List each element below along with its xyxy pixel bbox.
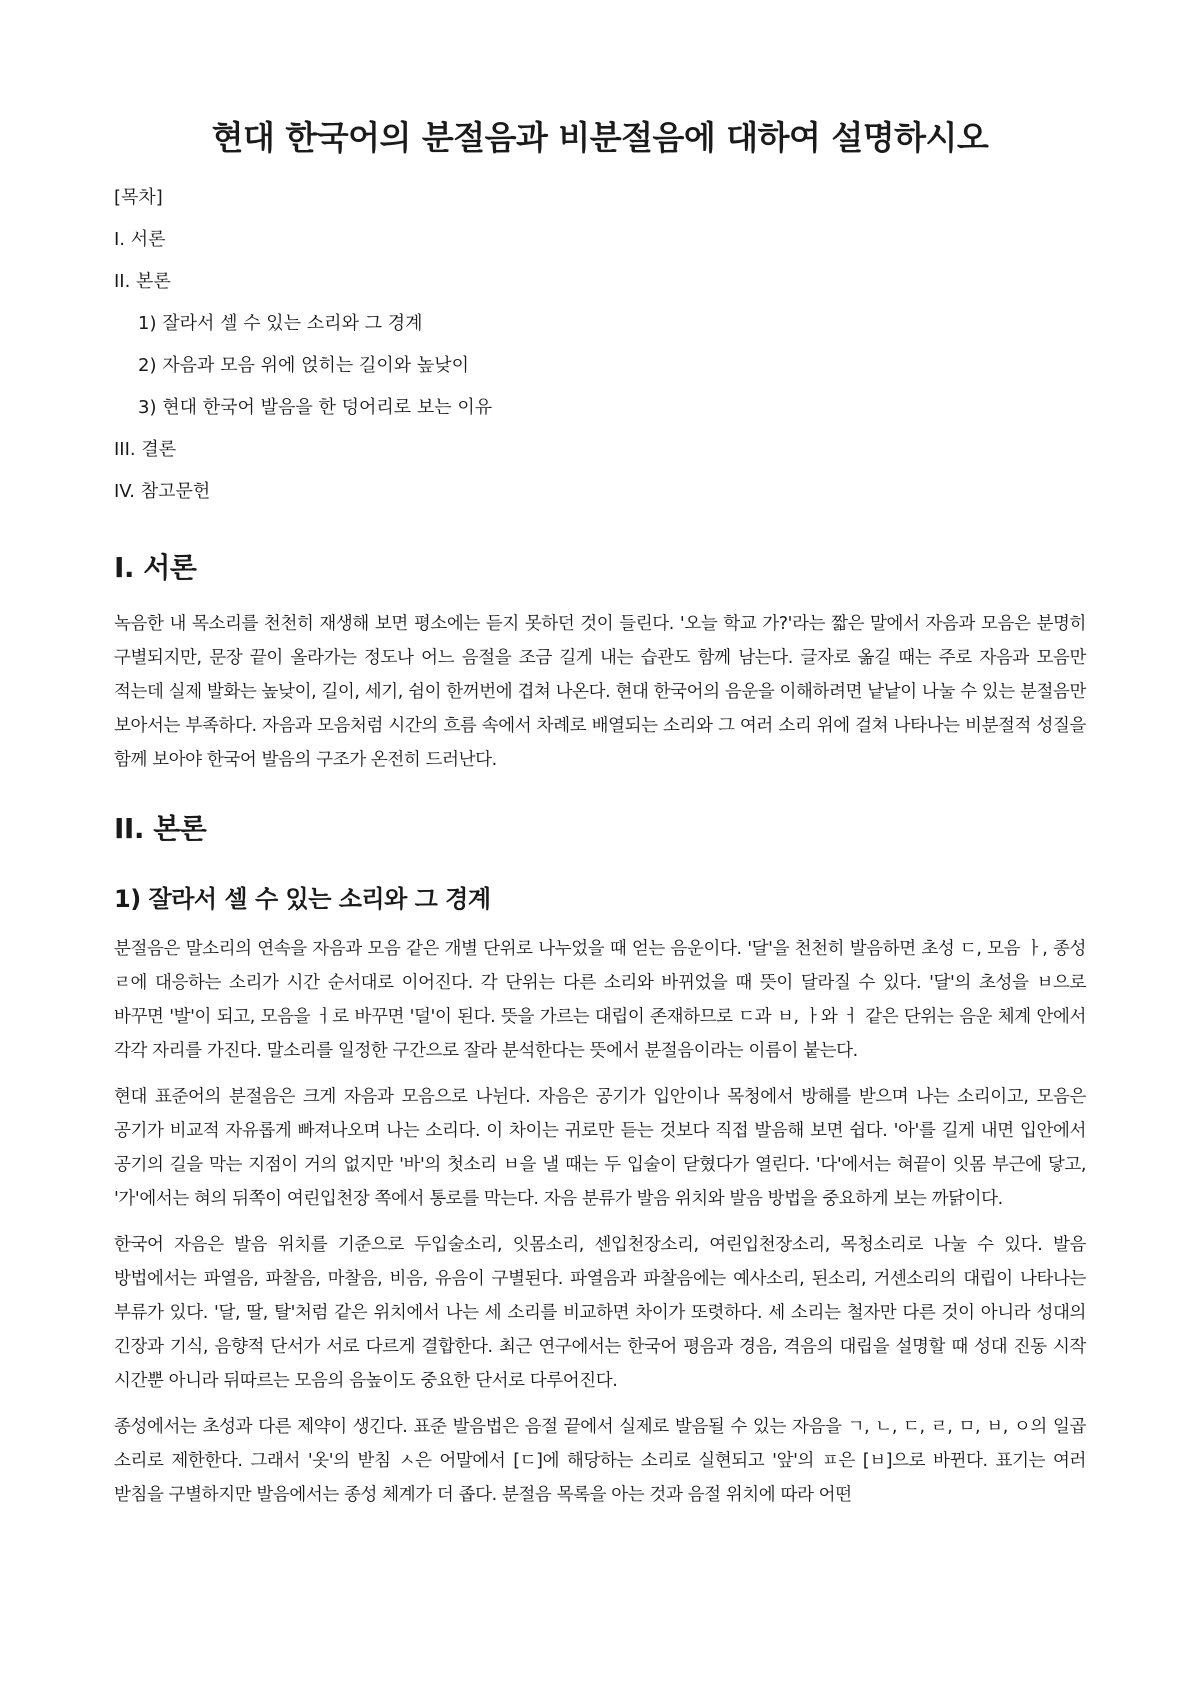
document-title: 현대 한국어의 분절음과 비분절음에 대하여 설명하시오: [211, 118, 989, 157]
body-paragraph: 한국어 자음은 발음 위치를 기준으로 두입술소리, 잇몸소리, 센입천장소리, 여린입천장소리, 목청소리로 나눌 수 있다. 발음 방법에서는 파열음, 파찰음, 마찰음, 비음, 유음이 구별된다. 파열음과 파찰음에는 예사소리, 된소리, 거센소리의 대립이 나타나는 부류가 있다. '달, 딸, 탈'처럼 같은 위치에서 나는 세 소리를 비교하면 차이가 또렷하다. 세 소리는 철자만 다른 것이 아니라 성대의 긴장과 기식, 음향적 단서가 서로 다르게 결합한다. 최근 연구에서는 한국어 평음과 경음, 격음의 대립을 설명할 때 성대 진동 시작 시간뿐 아니라 뒤따르는 모음의 음높이도 중요한 단서로 다루어진다.: [114, 1234, 1086, 1391]
toc-item: II. 본론: [114, 270, 171, 292]
section-heading-body: II. 본론: [114, 811, 207, 845]
body-paragraph: 종성에서는 초성과 다른 제약이 생긴다. 표준 발음법은 음절 끝에서 실제로 발음될 수 있는 자음을 ㄱ, ㄴ, ㄷ, ㄹ, ㅁ, ㅂ, ㅇ의 일곱 소리로 제한한다. 그래서 '옷'의 받침 ㅅ은 어말에서 [ㄷ]에 해당하는 소리로 실현되고 '앞'의 ㅍ은 [ㅂ]으로 바뀐다. 표기는 여러 받침을 구별하지만 발음에서는 종성 체계가 더 좁다. 분절음 목록을 아는 것과 음절 위치에 따라 어떤: [114, 1416, 1086, 1505]
body-paragraph: 분절음은 말소리의 연속을 자음과 모음 같은 개별 단위로 나누었을 때 얻는 음운이다. '달'을 천천히 발음하면 초성 ㄷ, 모음 ㅏ, 종성 ㄹ에 대응하는 소리가 시간 순서대로 이어진다. 각 단위는 다른 소리와 바뀌었을 때 뜻이 달라질 수 있다. '달'의 초성을 ㅂ으로 바꾸면 '발'이 되고, 모음을 ㅓ로 바꾸면 '덜'이 된다. 뜻을 가르는 대립이 존재하므로 ㄷ과 ㅂ, ㅏ와 ㅓ 같은 단위는 음운 체계 안에서 각각 자리를 가진다. 말소리를 일정한 구간으로 잘라 분석한다는 뜻에서 분절음이라는 이름이 붙는다.: [114, 938, 1086, 1061]
intro-paragraph: 녹음한 내 목소리를 천천히 재생해 보면 평소에는 듣지 못하던 것이 들린다. '오늘 학교 가?'라는 짧은 말에서 자음과 모음은 분명히 구별되지만, 문장 끝이 올라가는 정도나 어느 음절을 조금 길게 내는 습관도 함께 남는다. 글자로 옮길 때는 주로 자음과 모음만 적는데 실제 발화는 높낮이, 길이, 세기, 쉼이 한꺼번에 겹쳐 나온다. 현대 한국어의 음운을 이해하려면 낱낱이 나눌 수 있는 분절음만 보아서는 부족하다. 자음과 모음처럼 시간의 흐름 속에서 차례로 배열되는 소리와 그 여러 소리 위에 걸쳐 나타나는 비분절적 성질을 함께 보아야 한국어 발음의 구조가 온전히 드러난다.: [114, 613, 1086, 770]
section-heading-intro: I. 서론: [114, 550, 197, 584]
toc-item: III. 결론: [114, 438, 177, 460]
subsection-heading-1: 1) 잘라서 셀 수 있는 소리와 그 경계: [114, 884, 491, 913]
toc-item: I. 서론: [114, 228, 166, 250]
toc-item: 3) 현대 한국어 발음을 한 덩어리로 보는 이유: [138, 396, 493, 418]
body-paragraph: 현대 표준어의 분절음은 크게 자음과 모음으로 나뉜다. 자음은 공기가 입안이나 목청에서 방해를 받으며 나는 소리이고, 모음은 공기가 비교적 자유롭게 빠져나오며 나는 소리다. 이 차이는 귀로만 듣는 것보다 직접 발음해 보면 쉽다. '아'를 길게 내면 입안에서 공기의 길을 막는 지점이 거의 없지만 '바'의 첫소리 ㅂ을 낼 때는 두 입술이 닫혔다가 열린다. '다'에서는 혀끝이 잇몸 부근에 닿고, '가'에서는 혀의 뒤쪽이 여린입천장 쪽에서 통로를 막는다. 자음 분류가 발음 위치와 발음 방법을 중요하게 보는 까닭이다.: [114, 1086, 1086, 1209]
toc-item: 2) 자음과 모음 위에 얹히는 길이와 높낮이: [138, 354, 470, 376]
toc-heading: [목차]: [114, 186, 163, 208]
toc-item: IV. 참고문헌: [114, 480, 211, 502]
toc-item: 1) 잘라서 셀 수 있는 소리와 그 경계: [138, 312, 423, 334]
table-of-contents: [114, 180, 1086, 516]
toc-list: [114, 222, 1086, 516]
